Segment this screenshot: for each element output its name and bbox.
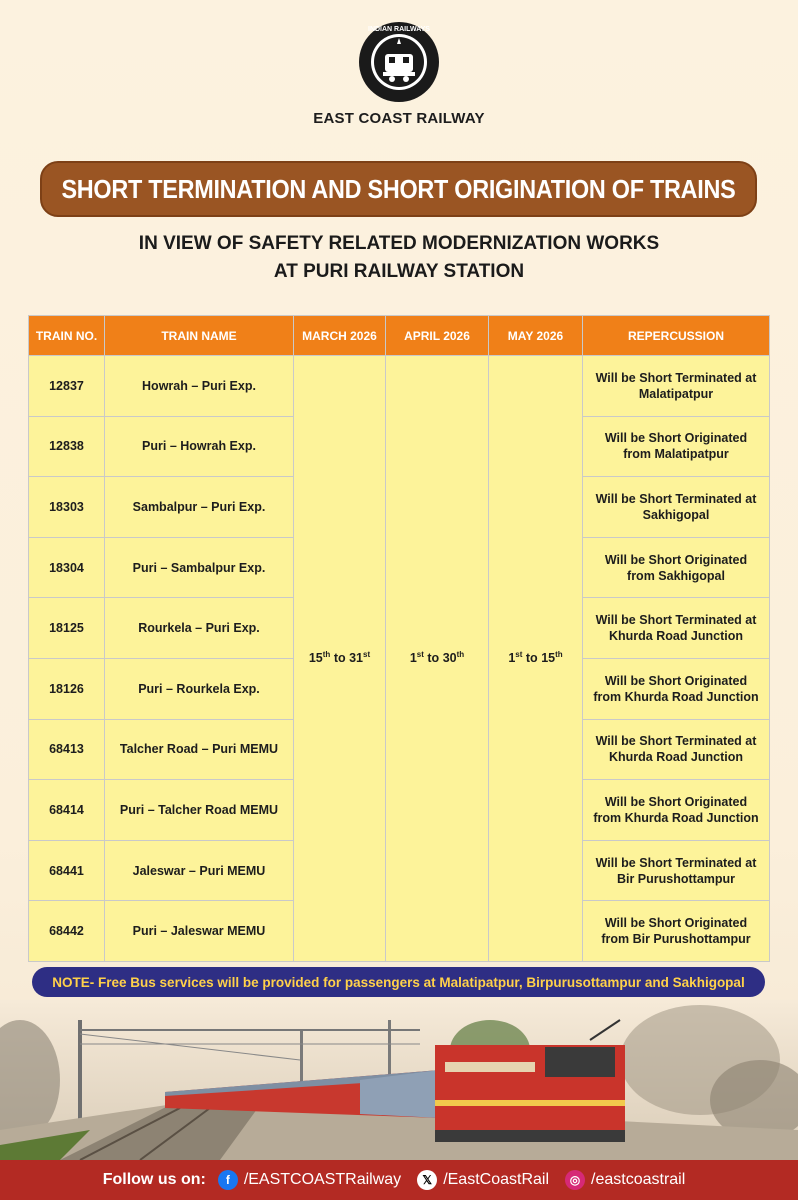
instagram-handle[interactable]: /eastcoastrail: [591, 1171, 686, 1188]
title-banner: [40, 161, 757, 217]
train-name: Rourkela – Puri Exp.: [105, 598, 294, 659]
table-row: [29, 356, 770, 417]
repercussion: Will be Short Originated from Malatipatpur: [583, 416, 770, 477]
train-name: Puri – Talcher Road MEMU: [105, 780, 294, 841]
train-name: Puri – Howrah Exp.: [105, 416, 294, 477]
logo-ring-text: INDIAN RAILWAYS: [368, 26, 430, 33]
header-repercussion: REPERCUSSION: [583, 316, 770, 356]
train-no: 18125: [29, 598, 105, 659]
repercussion: Will be Short Originated from Khurda Road Junction: [583, 658, 770, 719]
train-no: 68414: [29, 780, 105, 841]
subtitle-line-2: AT PURI RAILWAY STATION: [273, 261, 525, 282]
note-text: NOTE- Free Bus services will be provided for passengers at Malatipatpur, Birpurusottampur and Sakhigopal: [52, 974, 745, 990]
repercussion: Will be Short Terminated at Sakhigopal: [583, 477, 770, 538]
train-name: Talcher Road – Puri MEMU: [105, 719, 294, 780]
facebook-icon[interactable]: f: [218, 1170, 238, 1190]
repercussion: Will be Short Terminated at Khurda Road Junction: [583, 598, 770, 659]
social-footer: [0, 1160, 798, 1200]
train-no: 12838: [29, 416, 105, 477]
repercussion: Will be Short Originated from Bir Purushottampur: [583, 901, 770, 962]
march-period: 15th to 31st: [294, 356, 386, 962]
facebook-handle[interactable]: /EASTCOASTRailway: [243, 1171, 402, 1188]
subtitle-line-1: IN VIEW OF SAFETY RELATED MODERNIZATION WORKS: [138, 233, 660, 254]
follow-label: Follow us on:: [102, 1171, 206, 1188]
train-name: Puri – Sambalpur Exp.: [105, 537, 294, 598]
train-name: Sambalpur – Puri Exp.: [105, 477, 294, 538]
page-title: SHORT TERMINATION AND SHORT ORIGINATION OF TRAINS: [61, 173, 736, 204]
april-period: 1st to 30th: [386, 356, 489, 962]
header-train-no: TRAIN NO.: [29, 316, 105, 356]
x-icon[interactable]: 𝕏: [417, 1170, 437, 1190]
train-no: 18126: [29, 658, 105, 719]
table-header-row: [29, 316, 770, 356]
x-handle[interactable]: /EastCoastRail: [443, 1171, 550, 1188]
repercussion: Will be Short Terminated at Malatipatpur: [583, 356, 770, 417]
train-name: Howrah – Puri Exp.: [105, 356, 294, 417]
train-no: 12837: [29, 356, 105, 417]
train-no: 18303: [29, 477, 105, 538]
note-banner: [32, 967, 765, 997]
train-schedule-table: [28, 315, 770, 962]
train-no: 68442: [29, 901, 105, 962]
train-scene-illustration: [0, 1000, 798, 1160]
train-name: Puri – Jaleswar MEMU: [105, 901, 294, 962]
train-no: 18304: [29, 537, 105, 598]
logo-wrap: [0, 20, 798, 104]
repercussion: Will be Short Originated from Khurda Road Junction: [583, 780, 770, 841]
repercussion: Will be Short Originated from Sakhigopal: [583, 537, 770, 598]
train-no: 68413: [29, 719, 105, 780]
header-april: APRIL 2026: [386, 316, 489, 356]
train-name: Puri – Rourkela Exp.: [105, 658, 294, 719]
header-train-name: TRAIN NAME: [105, 316, 294, 356]
header-march: MARCH 2026: [294, 316, 386, 356]
repercussion: Will be Short Terminated at Khurda Road Junction: [583, 719, 770, 780]
org-name: EAST COAST RAILWAY: [313, 110, 485, 127]
train-name: Jaleswar – Puri MEMU: [105, 840, 294, 901]
repercussion: Will be Short Terminated at Bir Purushottampur: [583, 840, 770, 901]
indian-railways-logo: [357, 20, 441, 104]
header-may: MAY 2026: [489, 316, 583, 356]
train-no: 68441: [29, 840, 105, 901]
may-period: 1st to 15th: [489, 356, 583, 962]
subtitle: [0, 230, 798, 286]
instagram-icon[interactable]: ◎: [565, 1170, 585, 1190]
